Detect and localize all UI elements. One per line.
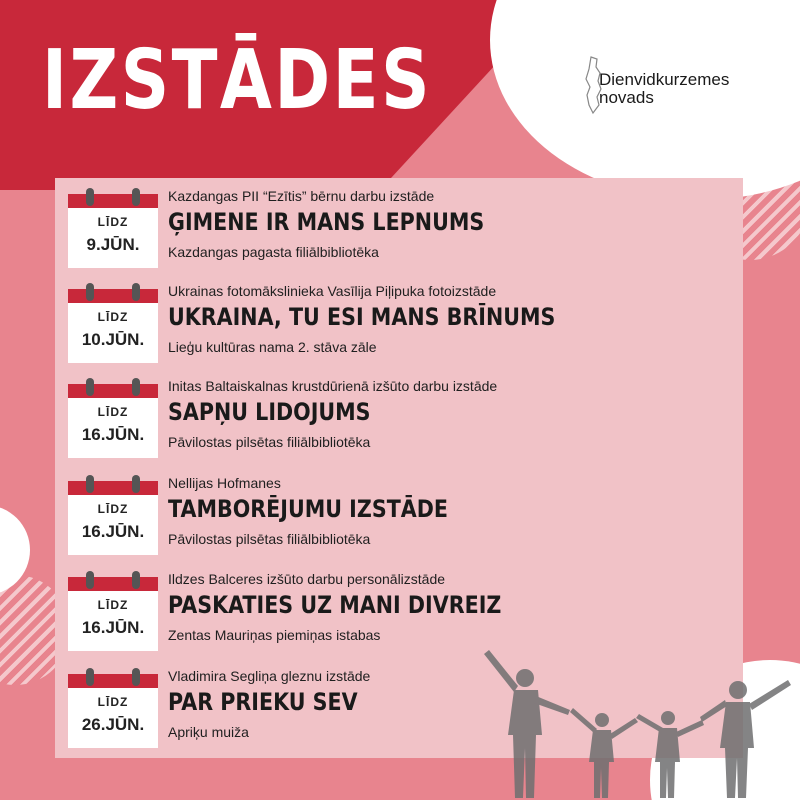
calendar-label: LĪDZ	[97, 215, 129, 229]
event-subtitle: Vladimira Segliņa gleznu izstāde	[168, 668, 371, 684]
logo	[583, 55, 773, 115]
event-subtitle: Initas Baltaiskalnas krustdūrienā izšūto darbu izstāde	[168, 378, 498, 394]
event-item	[68, 475, 708, 565]
event-subtitle: Nellijas Hofmanes	[168, 475, 281, 491]
event-subtitle: Ukrainas fotomākslinieka Vasīlija Piļipuka fotoizstāde	[168, 283, 497, 299]
event-place: Pāvilostas pilsētas filiālbibliotēka	[168, 531, 371, 547]
calendar-label: LĪDZ	[97, 405, 129, 419]
logo-line-2: novads	[599, 88, 654, 107]
event-title: UKRAINA, TU ESI MANS BRĪNUMS	[168, 303, 556, 331]
page-title: IZSTĀDES	[42, 33, 432, 128]
event-title: SAPŅU LIDOJUMS	[168, 398, 371, 426]
people-silhouettes-icon	[470, 640, 800, 800]
event-place: Lieģu kultūras nama 2. stāva zāle	[168, 339, 377, 355]
calendar-icon	[68, 283, 158, 363]
logo-text	[599, 71, 729, 107]
event-place: Zentas Mauriņas piemiņas istabas	[168, 627, 381, 643]
calendar-icon	[68, 188, 158, 268]
event-title: ĢIMENE IR MANS LEPNUMS	[168, 208, 485, 236]
calendar-label: LĪDZ	[97, 310, 129, 324]
logo-line-1: Dienvidkurzemes	[599, 70, 730, 89]
event-date: 16.JŪN.	[81, 425, 145, 444]
event-date: 10.JŪN.	[81, 330, 145, 349]
event-title: PASKATIES UZ MANI DIVREIZ	[168, 591, 502, 619]
calendar-icon	[68, 668, 158, 748]
event-date: 26.JŪN.	[81, 715, 145, 734]
event-date: 16.JŪN.	[81, 618, 145, 637]
event-place: Kazdangas pagasta filiālbibliotēka	[168, 244, 379, 260]
event-place: Apriķu muiža	[168, 724, 249, 740]
calendar-label: LĪDZ	[97, 598, 129, 612]
calendar-label: LĪDZ	[97, 502, 129, 516]
event-subtitle: Ildzes Balceres izšūto darbu personālizstāde	[168, 571, 446, 587]
event-subtitle: Kazdangas PII “Ezītis” bērnu darbu izstāde	[168, 188, 435, 204]
event-item	[68, 283, 708, 373]
event-date: 9.JŪN.	[86, 235, 140, 254]
calendar-icon	[68, 475, 158, 555]
calendar-icon	[68, 571, 158, 651]
calendar-icon	[68, 378, 158, 458]
event-title: PAR PRIEKU SEV	[168, 688, 358, 716]
event-date: 16.JŪN.	[81, 522, 145, 541]
event-title: TAMBORĒJUMU IZSTĀDE	[168, 495, 448, 523]
calendar-label: LĪDZ	[97, 695, 129, 709]
event-item	[68, 188, 708, 278]
event-item	[68, 378, 708, 468]
event-place: Pāvilostas pilsētas filiālbibliotēka	[168, 434, 371, 450]
